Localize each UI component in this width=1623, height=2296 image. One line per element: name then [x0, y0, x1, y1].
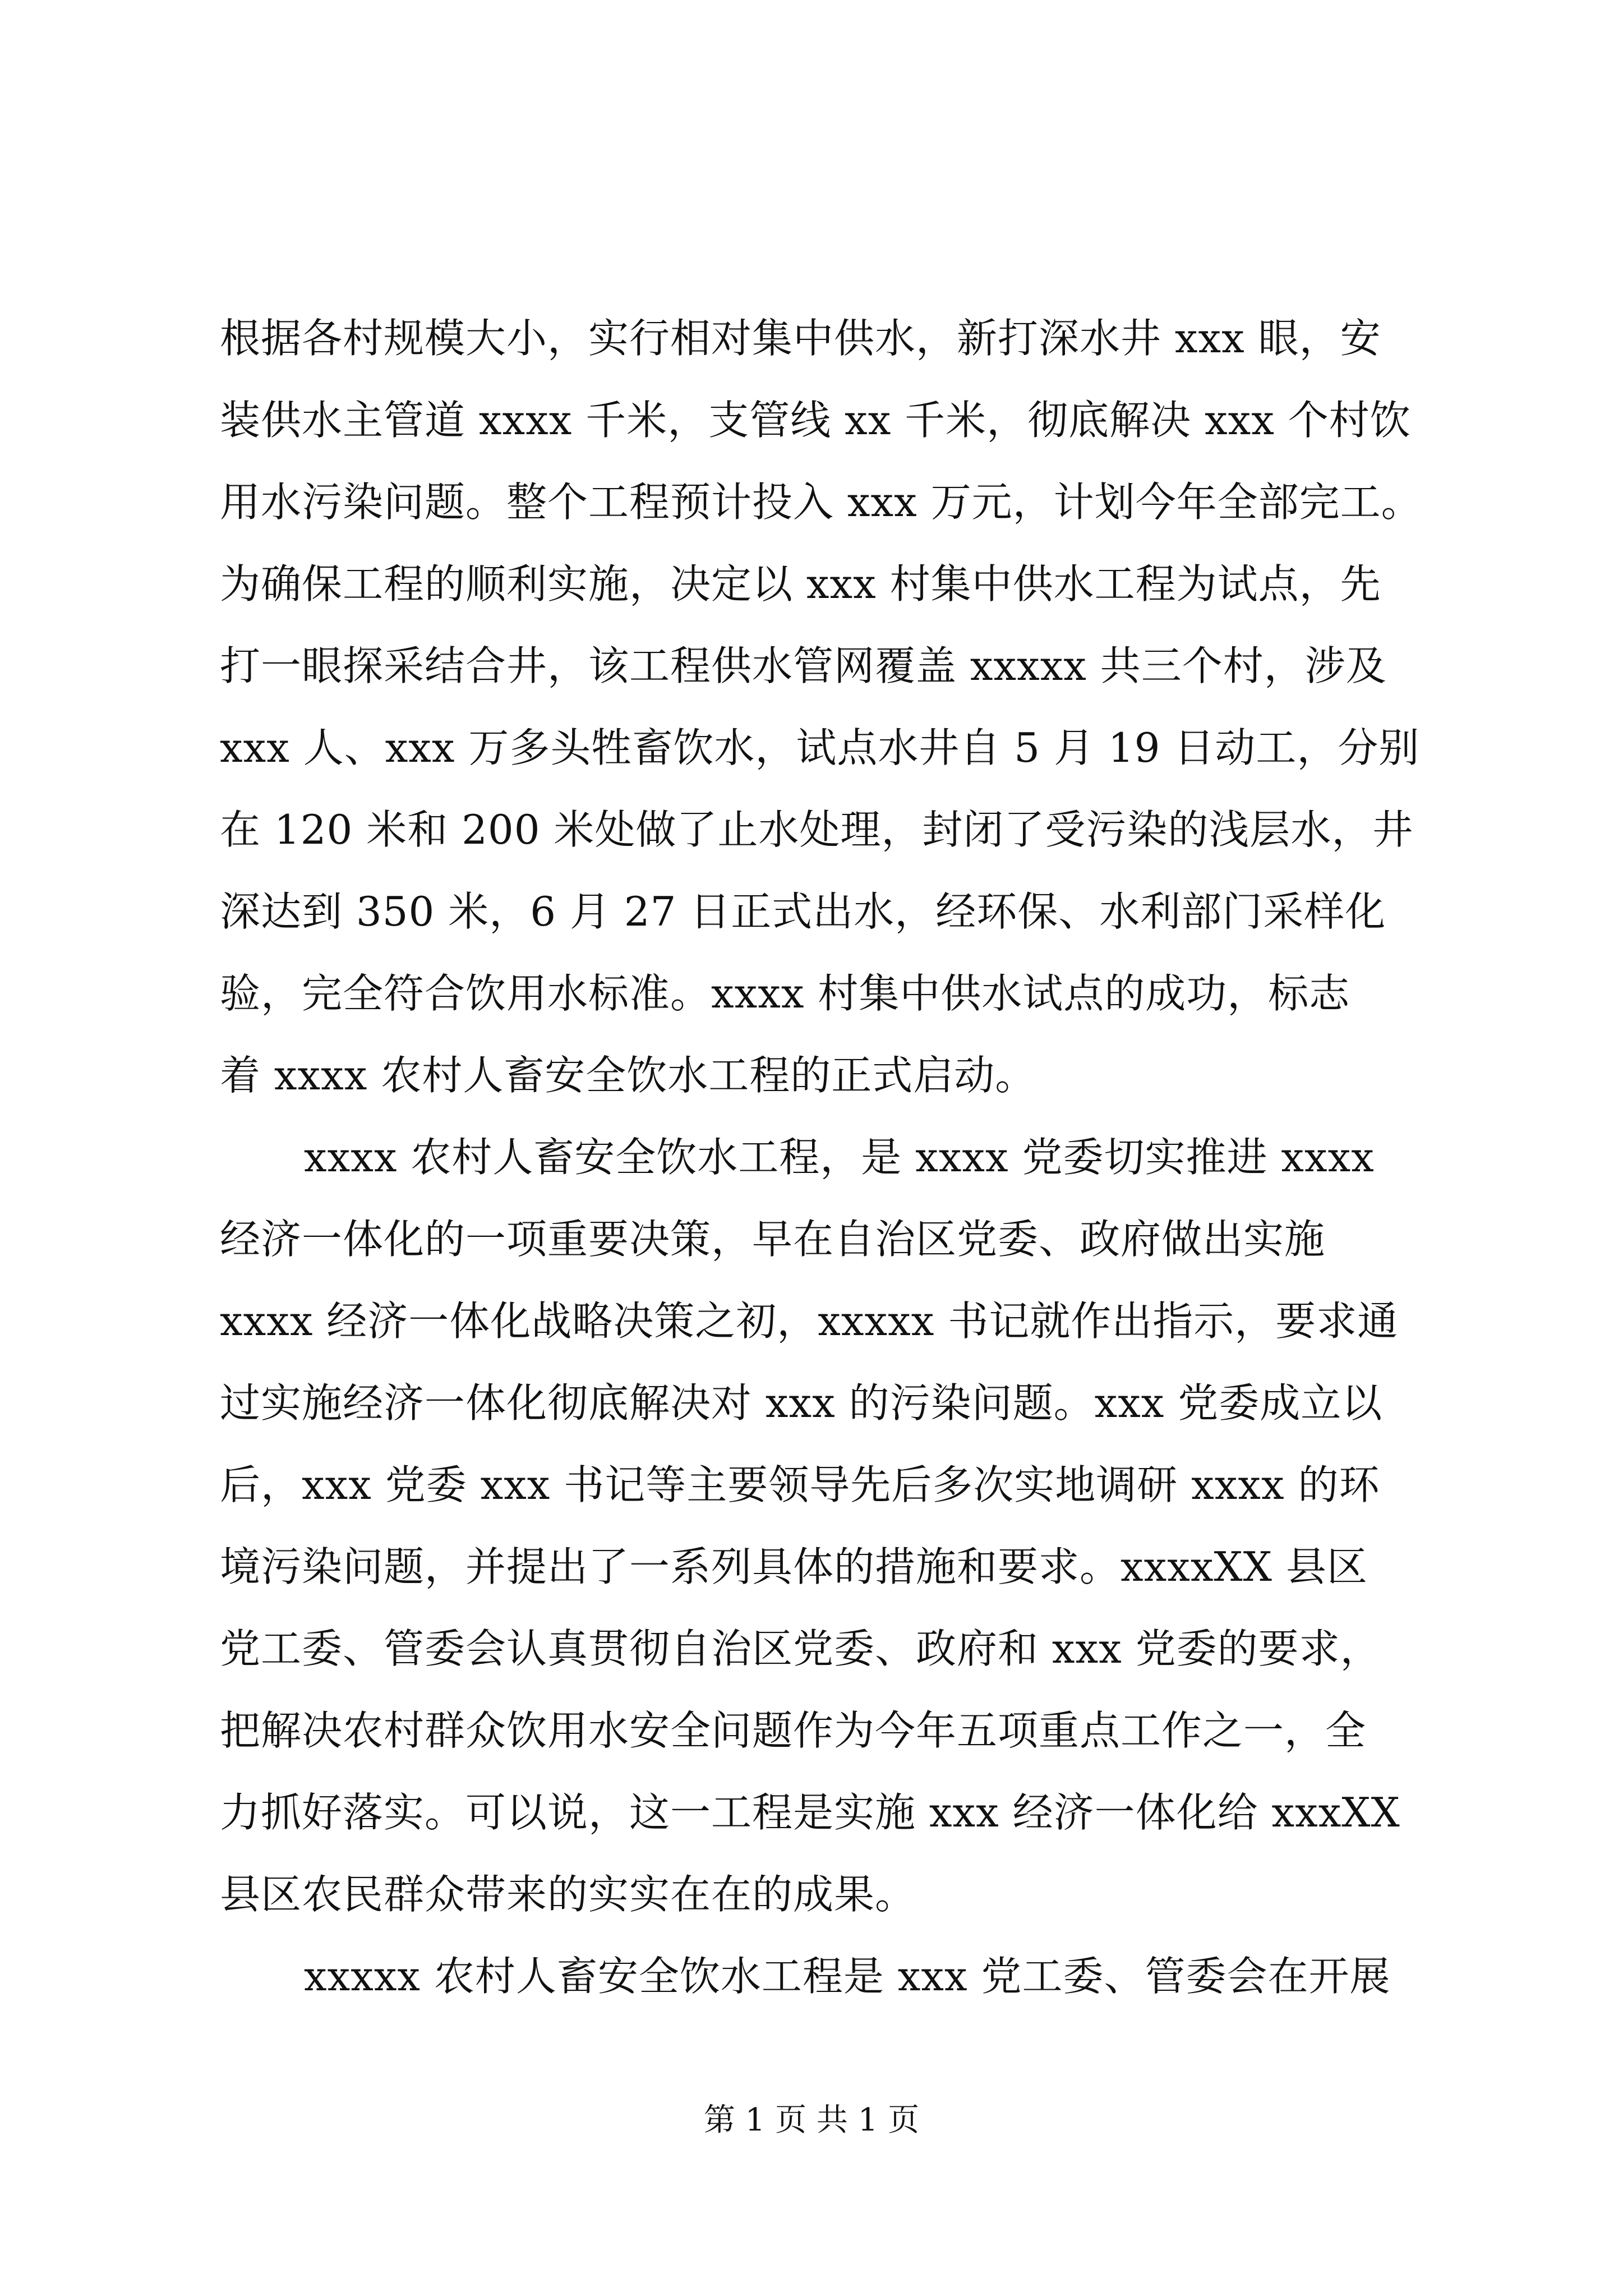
text-line: 过实施经济一体化彻底解决对 xxx 的污染问题。xxx 党委成立以 — [220, 1379, 1383, 1427]
text-line: 在 120 米和 200 米处做了止水处理，封闭了受污染的浅层水，井 — [220, 806, 1414, 853]
text-line: 把解决农村群众饮用水安全问题作为今年五项重点工作之一，全 — [220, 1707, 1367, 1754]
text-line: 力抓好落实。可以说，这一工程是实施 xxx 经济一体化给 xxxXX — [220, 1789, 1400, 1836]
text-line: 装供水主管道 xxxx 千米，支管线 xx 千米，彻底解决 xxx 个村饮 — [220, 397, 1411, 444]
text-line: 县区农民群众带来的实实在在的成果。 — [220, 1871, 916, 1918]
text-line: 着 xxxx 农村人畜安全饮水工程的正式启动。 — [220, 1052, 1036, 1099]
page-number: 第 1 页 共 1 页 — [703, 2102, 920, 2138]
text-line: 为确保工程的顺利实施，决定以 xxx 村集中供水工程为试点，先 — [220, 560, 1381, 608]
paragraph-first-line: xxxxx 农村人畜安全饮水工程是 xxx 党工委、管委会在开展 — [304, 1953, 1391, 2000]
paragraph-first-line: xxxx 农村人畜安全饮水工程，是 xxxx 党委切实推进 xxxx — [304, 1134, 1375, 1181]
text-line: xxx 人、xxx 万多头牲畜饮水，试点水井自 5 月 19 日动工，分别 — [220, 724, 1420, 771]
text-line: 经济一体化的一项重要决策，早在自治区党委、政府做出实施 — [220, 1216, 1326, 1263]
text-line: xxxx 经济一体化战略决策之初，xxxxx 书记就作出指示，要求通 — [220, 1297, 1399, 1345]
text-line: 用水污染问题。整个工程预计投入 xxx 万元，计划今年全部完工。 — [220, 478, 1422, 526]
text-line: 党工委、管委会认真贯彻自治区党委、政府和 xxx 党委的要求， — [220, 1625, 1381, 1672]
text-line: 境污染问题，并提出了一系列具体的措施和要求。xxxxXX 县区 — [220, 1543, 1368, 1590]
text-line: 验，完全符合饮用水标准。xxxx 村集中供水试点的成功，标志 — [220, 970, 1350, 1017]
text-line: 后，xxx 党委 xxx 书记等主要领导先后多次实地调研 xxxx 的环 — [220, 1461, 1380, 1508]
text-line: 深达到 350 米，6 月 27 日正式出水，经环保、水利部门采样化 — [220, 888, 1386, 935]
text-line: 打一眼探采结合井，该工程供水管网覆盖 xxxxx 共三个村，涉及 — [220, 642, 1387, 689]
page-footer — [0, 2098, 1623, 2143]
document-body — [220, 297, 1431, 2017]
text-line: 根据各村规模大小，实行相对集中供水，新打深水井 xxx 眼，安 — [220, 315, 1381, 362]
